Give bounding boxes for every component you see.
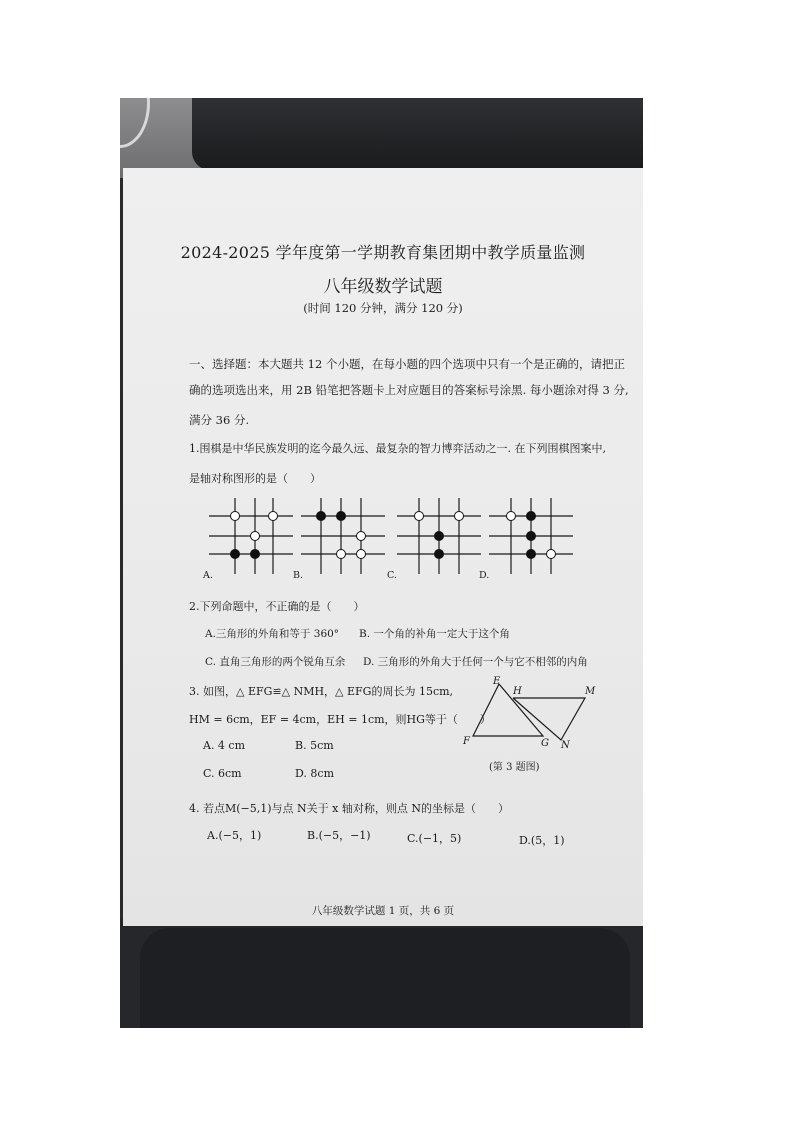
photo-background [120,98,643,1028]
q1-label-b: B. [293,570,304,581]
q1-label-a: A. [203,570,213,581]
section1-line3: 满分 36 分. [189,413,250,427]
q4-option-a: A.(−5，1) [207,829,262,842]
exam-subtitle: 八年级数学试题 [323,277,443,297]
q3-caption: (第 3 题图) [489,762,540,773]
q4-option-d: D.(5，1) [519,834,565,847]
q1-line2: 是轴对称图形的是（ ） [189,472,321,485]
point-f-label: F [463,736,470,747]
q3-option-c: C. 6cm [203,767,242,780]
point-m-label: M [585,686,596,697]
q3-option-d: D. 8cm [295,767,335,780]
point-n-label: N [561,740,570,748]
q2-option-b: B. 一个角的补角一定大于这个角 [359,628,510,640]
q2-option-d: D. 三角形的外角大于任何一个与它不相邻的内角 [363,656,588,668]
q1-label-c: C. [387,570,397,581]
exam-title: 2024-2025 学年度第一学期教育集团期中教学质量监测 [180,243,586,262]
q2-option-c: C. 直角三角形的两个锐角互余 [205,656,346,668]
q1-line1: 1.围棋是中华民族发明的迄今最久远、最复杂的智力博弈活动之一. 在下列围棋图案中, [189,442,606,455]
q3-line2: HM = 6cm，EF = 4cm，EH = 1cm，则HG等于（ ） [189,713,491,726]
q3-option-b: B. 5cm [295,739,334,752]
go-board-d [489,496,573,574]
go-board-a [209,496,293,574]
point-e-label: E [493,676,501,687]
q2-stem: 2.下列命题中，不正确的是（ ） [189,600,365,613]
q4-option-c: C.(−1，5) [407,832,462,845]
section1-line1: 一、选择题：本大题共 12 个小题，在每小题的四个选项中只有一个是正确的，请把正 [189,357,625,371]
q4-stem: 4. 若点M(−5,1)与点 N关于 x 轴对称，则点 N的坐标是（ ） [189,802,509,815]
section1-line2: 确的选项选出来，用 2B 铅笔把答题卡上对应题目的答案标号涂黑. 每小题涂对得 3 分, [189,383,629,397]
q2-option-a: A.三角形的外角和等于 360° [205,628,340,640]
point-g-label: G [541,738,549,748]
exam-paper [123,168,643,926]
q1-label-d: D. [479,570,490,581]
laptop-keyboard-area [140,928,630,1028]
page-footer: 八年级数学试题 1 页，共 6 页 [311,905,455,917]
q3-figure [461,676,601,748]
q3-option-a: A. 4 cm [203,739,246,752]
go-board-c [397,496,481,574]
q4-option-b: B.(−5，−1) [307,829,371,842]
laptop-lid [192,98,643,170]
point-h-label: H [513,686,522,697]
time-note: (时间 120 分钟，满分 120 分) [303,301,463,315]
go-board-b [301,496,385,574]
q3-line1: 3. 如图，△ EFG≌△ NMH，△ EFG的周长为 15cm, [189,685,454,698]
